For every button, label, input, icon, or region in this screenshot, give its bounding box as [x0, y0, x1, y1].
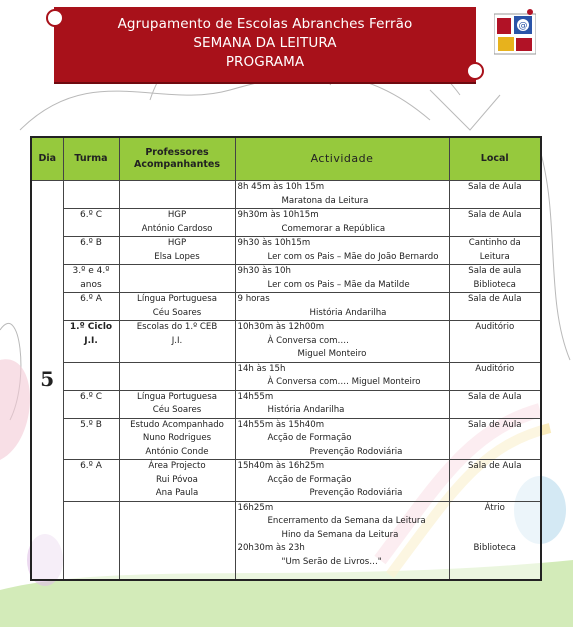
turma-cell	[63, 390, 119, 418]
title-banner	[54, 7, 476, 82]
turma-cell	[63, 293, 119, 321]
local-text: Sala de Aula	[467, 210, 522, 220]
actividade-cell	[235, 362, 449, 390]
turma-text: 3.º e 4.º	[72, 266, 110, 276]
prof-text: Céu Soares	[152, 307, 202, 318]
prof-text: J.I.	[171, 335, 183, 346]
program-title: PROGRAMA	[225, 54, 305, 70]
professores-cell	[119, 237, 235, 265]
professores-cell	[119, 460, 235, 502]
act-time: 9 horas	[237, 294, 270, 304]
act-desc: Comemorar a República	[281, 223, 386, 234]
local-cell	[449, 209, 541, 237]
local-text: Sala de Aula	[467, 182, 522, 192]
local-text: Sala de Aula	[467, 391, 522, 402]
professores-cell	[119, 293, 235, 321]
act-time: 14h55m	[237, 391, 274, 402]
actividade-cell	[235, 460, 449, 502]
table-row	[31, 265, 541, 293]
professores-cell	[119, 362, 235, 390]
act-desc: Hino da Semana da Leitura	[281, 529, 399, 540]
local-text: Sala de aula	[468, 266, 522, 276]
event-title: SEMANA DA LEITURA	[193, 35, 337, 51]
day-number: 5	[31, 181, 63, 581]
act-time: 14h às 15h	[237, 363, 286, 374]
actividade-cell	[235, 181, 449, 209]
table-row	[31, 293, 541, 321]
actividade-cell	[235, 501, 449, 580]
prof-text: António Cardoso	[141, 223, 213, 234]
actividade-cell	[235, 209, 449, 237]
local-cell	[449, 321, 541, 363]
local-cell	[449, 362, 541, 390]
table-header-row	[31, 137, 541, 181]
act-time: 8h 45m às 10h 15m	[237, 182, 325, 192]
professores-cell	[119, 321, 235, 363]
turma-cell	[63, 181, 119, 209]
turma-text: anos	[80, 279, 102, 290]
actividade-cell	[235, 293, 449, 321]
act-desc: Prevenção Rodoviária	[309, 488, 403, 498]
turma-text: J.I.	[84, 335, 98, 346]
act-desc: Miguel Monteiro	[297, 349, 367, 359]
local-text: Leitura	[479, 251, 510, 262]
local-text: Biblioteca	[473, 279, 516, 290]
prof-text: HGP	[167, 210, 187, 220]
act-desc: Ler com os Pais – Mãe da Matilde	[267, 279, 410, 290]
turma-text: 6.º A	[80, 461, 102, 471]
turma-cell	[63, 460, 119, 502]
turma-text: 6.º C	[80, 210, 102, 220]
professores-cell	[119, 181, 235, 209]
act-desc: História Andarilha	[267, 405, 345, 415]
table-row	[31, 418, 541, 460]
table-row	[31, 321, 541, 363]
act-time: 9h30 às 10h	[237, 266, 291, 276]
turma-text: 6.º A	[80, 294, 102, 304]
prof-text: Estudo Acompanhado	[130, 419, 224, 430]
prof-text: Rui Póvoa	[156, 474, 198, 485]
professores-cell	[119, 390, 235, 418]
table-row	[31, 460, 541, 502]
actividade-cell	[235, 390, 449, 418]
act-desc: "Um Serão de Livros…"	[281, 556, 382, 567]
prof-text: Escolas do 1.º CEB	[136, 322, 218, 332]
header-local: Local	[449, 137, 541, 181]
header-professores: Professores Acompanhantes	[119, 137, 235, 181]
table-row	[31, 390, 541, 418]
school-logo-icon	[494, 8, 536, 56]
prof-text: António Conde	[145, 446, 209, 457]
local-text: Biblioteca	[473, 543, 516, 553]
act-desc: História Andarilha	[309, 307, 387, 318]
act-time: 14h55m às 15h40m	[237, 419, 325, 430]
turma-text: 6.º B	[80, 238, 102, 248]
actividade-cell	[235, 418, 449, 460]
table-row	[31, 181, 541, 209]
professores-cell	[119, 209, 235, 237]
turma-cell	[63, 209, 119, 237]
turma-text: 5.º B	[80, 419, 102, 430]
local-text: Sala de Aula	[467, 461, 522, 471]
act-time: 20h30m às 23h	[237, 543, 305, 553]
turma-cell	[63, 418, 119, 460]
prof-text: HGP	[167, 238, 187, 248]
local-cell	[449, 237, 541, 265]
prof-text: Nuno Rodrigues	[142, 433, 212, 443]
header-turma: Turma	[63, 137, 119, 181]
act-desc: Prevenção Rodoviária	[309, 446, 403, 457]
table-row	[31, 237, 541, 265]
local-text	[452, 529, 539, 543]
table-row	[31, 209, 541, 237]
act-time: 15h40m às 16h25m	[237, 461, 325, 471]
prof-text: Céu Soares	[152, 405, 202, 415]
actividade-cell	[235, 321, 449, 363]
local-cell	[449, 418, 541, 460]
school-name: Agrupamento de Escolas Abranches Ferrão	[117, 16, 413, 32]
professores-cell	[119, 501, 235, 580]
act-desc: Acção de Formação	[267, 433, 352, 443]
professores-cell	[119, 265, 235, 293]
act-desc: Encerramento da Semana da Leitura	[267, 516, 426, 526]
prof-text: Língua Portuguesa	[137, 391, 217, 402]
local-text: Átrio	[484, 502, 505, 513]
local-text: Sala de Aula	[467, 294, 522, 304]
header-actividade: Actividade	[235, 137, 449, 181]
local-text: Auditório	[475, 322, 515, 332]
local-cell	[449, 501, 541, 580]
turma-cell	[63, 265, 119, 293]
turma-cell	[63, 237, 119, 265]
prof-text: Língua Portuguesa	[137, 294, 217, 304]
prof-text: Área Projecto	[148, 461, 206, 471]
actividade-cell	[235, 265, 449, 293]
local-cell	[449, 293, 541, 321]
professores-cell	[119, 418, 235, 460]
act-time: 9h30m às 10h15m	[237, 210, 319, 220]
prof-text: Ana Paula	[155, 488, 199, 498]
actividade-cell	[235, 237, 449, 265]
program-table	[30, 136, 542, 581]
act-desc: À Conversa com….	[267, 335, 349, 346]
local-cell	[449, 390, 541, 418]
local-cell	[449, 181, 541, 209]
act-desc: Ler com os Pais – Mãe do João Bernardo	[267, 251, 439, 262]
act-time: 10h30m às 12h00m	[237, 322, 325, 332]
turma-text: 1.º Ciclo	[69, 322, 113, 332]
turma-cell	[63, 501, 119, 580]
act-time: 9h30 às 10h15m	[237, 238, 311, 248]
header-dia: Dia	[31, 137, 63, 181]
local-text	[452, 515, 539, 529]
table-row	[31, 362, 541, 390]
act-desc: Maratona da Leitura	[281, 195, 369, 206]
act-desc: À Conversa com…. Miguel Monteiro	[267, 377, 421, 387]
prof-text: Elsa Lopes	[154, 251, 200, 262]
table-row	[31, 501, 541, 580]
local-text: Sala de Aula	[467, 419, 522, 430]
turma-text: 6.º C	[80, 391, 102, 402]
turma-cell	[63, 362, 119, 390]
local-text: Auditório	[475, 363, 515, 374]
act-desc: Acção de Formação	[267, 474, 352, 485]
act-time: 16h25m	[237, 502, 274, 513]
turma-cell	[63, 321, 119, 363]
local-cell	[449, 460, 541, 502]
svg-text:@: @	[518, 21, 528, 31]
local-cell	[449, 265, 541, 293]
local-text: Cantinho da	[468, 238, 521, 248]
